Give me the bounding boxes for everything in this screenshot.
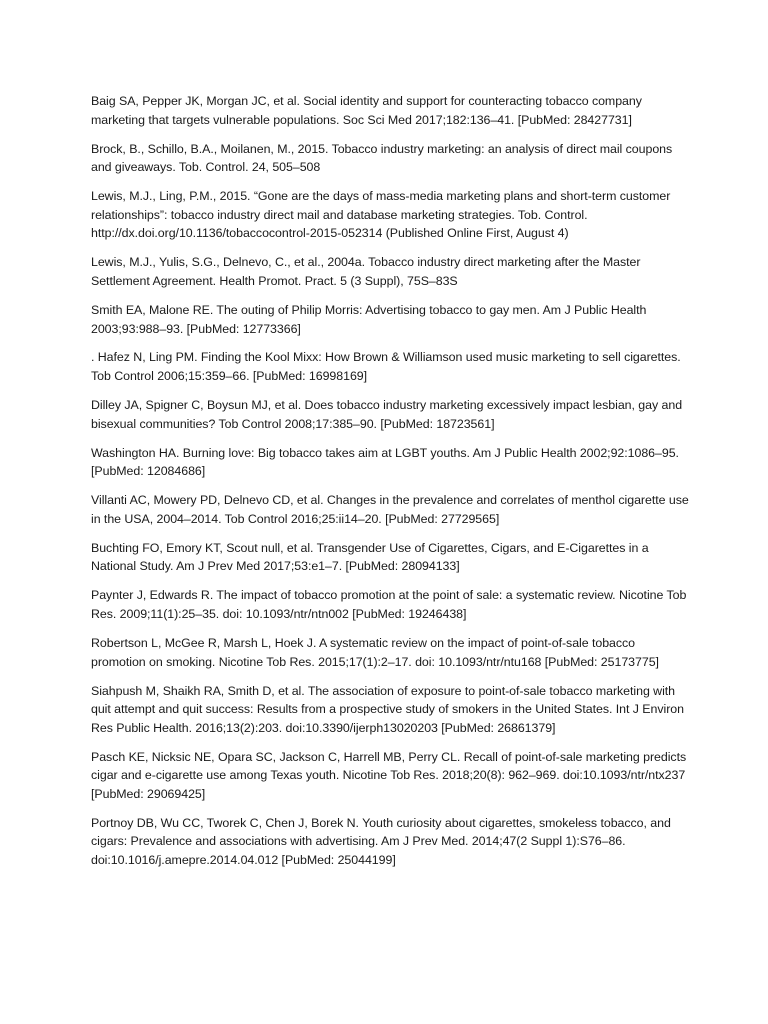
reference-item: Lewis, M.J., Ling, P.M., 2015. “Gone are the days of mass-media marketing plans and short-term customer relationships”: tobacco industry direct mail and database marketing strategies. Tob. Control. http://dx.doi.org/10.1136/tobaccocontrol-2015-052314 (Published Online First, August 4) (91, 189, 671, 241)
reference-item: Siahpush M, Shaikh RA, Smith D, et al. The association of exposure to point-of-sale tobacco marketing with quit attempt and quit success: Results from a prospective study of smokers in the United States. Int J Environ Res Public Health. 2016;13(2):203. doi:10.3390/ijerph13020203 [PubMed: 26861379] (91, 683, 684, 735)
reference-item: Baig SA, Pepper JK, Morgan JC, et al. Social identity and support for counteracting tobacco company marketing that targets vulnerable populations. Soc Sci Med 2017;182:136–41. [PubMed: 28427731] (91, 94, 642, 127)
reference-item: Portnoy DB, Wu CC, Tworek C, Chen J, Borek N. Youth curiosity about cigarettes, smokeless tobacco, and cigars: Prevalence and associations with advertising. Am J Prev Med. 2014;47(2 Suppl 1):S76–86. doi:10.1016/j.amepre.2014.04.012 [PubMed: 25044199] (91, 815, 671, 868)
reference-item: Washington HA. Burning love: Big tobacco takes aim at LGBT youths. Am J Public Health 2002;92:1086–95. [PubMed: 12084686] (91, 445, 679, 479)
reference-item: Brock, B., Schillo, B.A., Moilanen, M., 2015. Tobacco industry marketing: an analysis of direct mail coupons and giveaways. Tob. Control. 24, 505–508 (91, 141, 673, 175)
reference-list (91, 92, 691, 880)
reference-item: Pasch KE, Nicksic NE, Opara SC, Jackson C, Harrell MB, Perry CL. Recall of point-of-sale marketing predicts cigar and e-cigarette use among Texas youth. Nicotine Tob Res. 2018;20(8): 962–969. doi:10.1093/ntr/ntx237 [PubMed: 29069425] (91, 749, 687, 801)
reference-item: Lewis, M.J., Yulis, S.G., Delnevo, C., et al., 2004a. Tobacco industry direct marketing after the Master Settlement Agreement. Health Promot. Pract. 5 (3 Suppl), 75S–83S (91, 255, 641, 288)
reference-item: Villanti AC, Mowery PD, Delnevo CD, et al. Changes in the prevalence and correlates of menthol cigarette use in the USA, 2004–2014. Tob Control 2016;25:ii14–20. [PubMed: 27729565] (91, 493, 689, 526)
reference-item: Dilley JA, Spigner C, Boysun MJ, et al. Does tobacco industry marketing excessively impact lesbian, gay and bisexual communities? Tob Control 2008;17:385–90. [PubMed: 18723561] (91, 398, 683, 431)
reference-item: Smith EA, Malone RE. The outing of Philip Morris: Advertising tobacco to gay men. Am J Public Health 2003;93:988–93. [PubMed: 12773366] (91, 302, 647, 336)
reference-item: Robertson L, McGee R, Marsh L, Hoek J. A systematic review on the impact of point-of-sale tobacco promotion on smoking. Nicotine Tob Res. 2015;17(1):2–17. doi: 10.1093/ntr/ntu168 [PubMed: 25173775] (91, 635, 659, 669)
reference-item: . Hafez N, Ling PM. Finding the Kool Mixx: How Brown & Williamson used music marketing to sell cigarettes. Tob Control 2006;15:359–66. [PubMed: 16998169] (91, 350, 681, 384)
reference-item: Buchting FO, Emory KT, Scout null, et al. Transgender Use of Cigarettes, Cigars, and E-Cigarettes in a National Study. Am J Prev Med 2017;53:e1–7. [PubMed: 28094133] (91, 540, 649, 574)
reference-item: Paynter J, Edwards R. The impact of tobacco promotion at the point of sale: a systematic review. Nicotine Tob Res. 2009;11(1):25–35. doi: 10.1093/ntr/ntn002 [PubMed: 19246438] (91, 588, 687, 621)
